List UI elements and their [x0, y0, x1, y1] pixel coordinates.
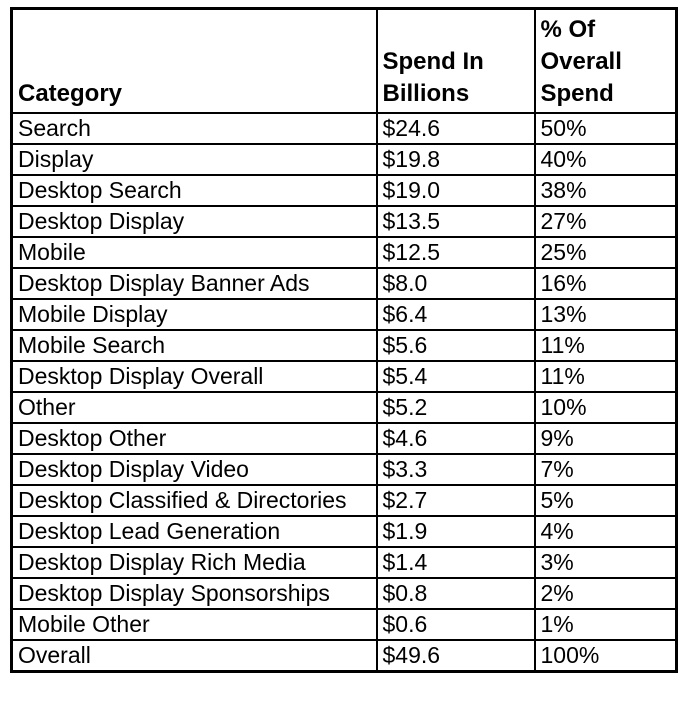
table-row	[12, 609, 677, 640]
cell-percent: 100%	[535, 640, 677, 672]
table-row	[12, 423, 677, 454]
table-row	[12, 144, 677, 175]
cell-percent: 11%	[535, 361, 677, 392]
cell-percent: 13%	[535, 299, 677, 330]
table-row	[12, 547, 677, 578]
table-header	[12, 9, 677, 114]
cell-spend: $5.4	[377, 361, 535, 392]
table-row	[12, 392, 677, 423]
header-row	[12, 9, 677, 114]
cell-category: Overall	[12, 640, 377, 672]
cell-percent: 16%	[535, 268, 677, 299]
table-row	[12, 237, 677, 268]
cell-spend: $24.6	[377, 113, 535, 144]
cell-spend: $3.3	[377, 454, 535, 485]
cell-spend: $5.2	[377, 392, 535, 423]
table-row	[12, 485, 677, 516]
cell-spend: $8.0	[377, 268, 535, 299]
cell-category: Mobile Display	[12, 299, 377, 330]
cell-percent: 40%	[535, 144, 677, 175]
table-row	[12, 454, 677, 485]
table-row	[12, 268, 677, 299]
cell-percent: 38%	[535, 175, 677, 206]
cell-category: Search	[12, 113, 377, 144]
cell-spend: $19.8	[377, 144, 535, 175]
table-row	[12, 640, 677, 672]
column-header-percent: % Of Overall Spend	[535, 9, 677, 114]
cell-category: Mobile Search	[12, 330, 377, 361]
cell-spend: $19.0	[377, 175, 535, 206]
cell-spend: $4.6	[377, 423, 535, 454]
table-row	[12, 361, 677, 392]
cell-category: Desktop Display	[12, 206, 377, 237]
cell-category: Display	[12, 144, 377, 175]
cell-spend: $12.5	[377, 237, 535, 268]
cell-spend: $0.8	[377, 578, 535, 609]
cell-percent: 1%	[535, 609, 677, 640]
cell-percent: 4%	[535, 516, 677, 547]
ad-spend-table	[10, 7, 678, 673]
cell-spend: $1.4	[377, 547, 535, 578]
cell-percent: 5%	[535, 485, 677, 516]
table-row	[12, 175, 677, 206]
cell-spend: $1.9	[377, 516, 535, 547]
cell-category: Desktop Other	[12, 423, 377, 454]
cell-percent: 3%	[535, 547, 677, 578]
cell-category: Mobile	[12, 237, 377, 268]
cell-category: Desktop Display Sponsorships	[12, 578, 377, 609]
cell-category: Desktop Display Banner Ads	[12, 268, 377, 299]
cell-spend: $6.4	[377, 299, 535, 330]
cell-percent: 11%	[535, 330, 677, 361]
cell-spend: $2.7	[377, 485, 535, 516]
cell-spend: $5.6	[377, 330, 535, 361]
table-row	[12, 578, 677, 609]
cell-category: Mobile Other	[12, 609, 377, 640]
cell-percent: 10%	[535, 392, 677, 423]
cell-category: Desktop Lead Generation	[12, 516, 377, 547]
cell-category: Other	[12, 392, 377, 423]
table-row	[12, 206, 677, 237]
cell-percent: 25%	[535, 237, 677, 268]
table-row	[12, 330, 677, 361]
column-header-spend: Spend In Billions	[377, 9, 535, 114]
cell-percent: 50%	[535, 113, 677, 144]
cell-category: Desktop Display Overall	[12, 361, 377, 392]
cell-category: Desktop Classified & Directories	[12, 485, 377, 516]
cell-category: Desktop Search	[12, 175, 377, 206]
table-row	[12, 299, 677, 330]
cell-percent: 9%	[535, 423, 677, 454]
cell-category: Desktop Display Video	[12, 454, 377, 485]
cell-percent: 7%	[535, 454, 677, 485]
cell-spend: $0.6	[377, 609, 535, 640]
column-header-category: Category	[12, 9, 377, 114]
table-row	[12, 516, 677, 547]
cell-category: Desktop Display Rich Media	[12, 547, 377, 578]
cell-percent: 2%	[535, 578, 677, 609]
table-body	[12, 113, 677, 672]
table-row	[12, 113, 677, 144]
cell-spend: $49.6	[377, 640, 535, 672]
cell-percent: 27%	[535, 206, 677, 237]
cell-spend: $13.5	[377, 206, 535, 237]
